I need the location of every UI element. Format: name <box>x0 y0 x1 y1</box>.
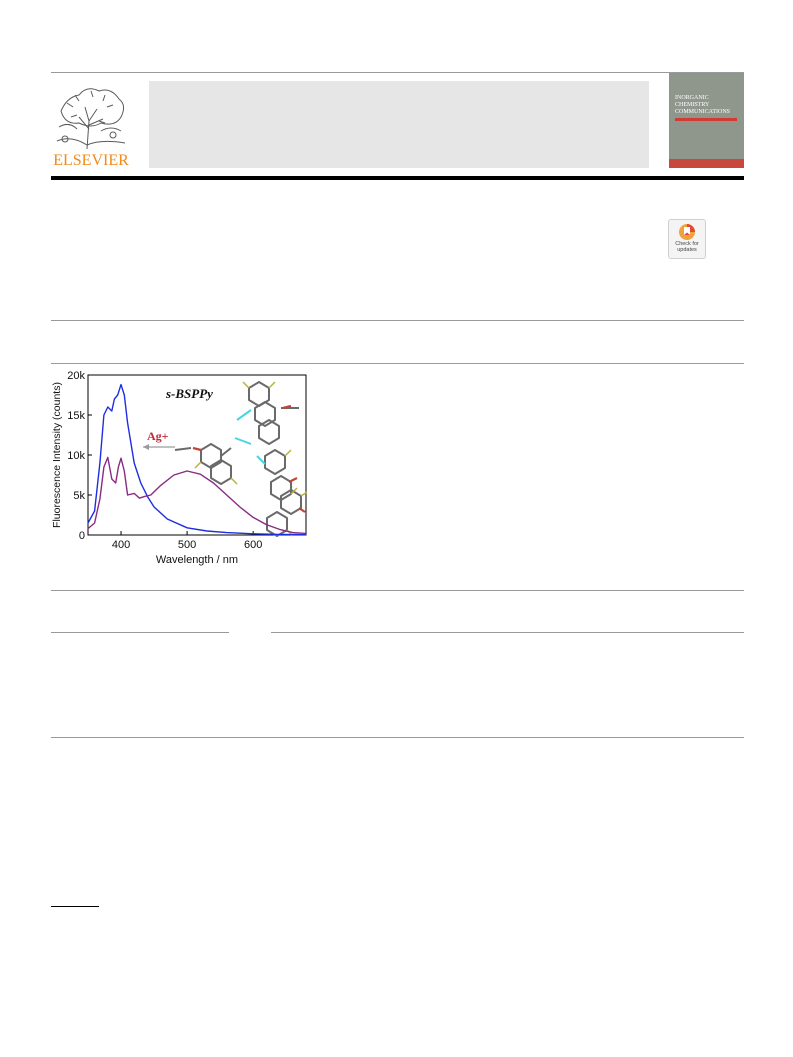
tree-logo-icon <box>51 81 131 151</box>
x-tick-label: 600 <box>243 539 263 551</box>
section-rule <box>51 590 744 591</box>
keywords-rule-right <box>271 632 744 633</box>
keywords-rule-left <box>51 632 229 633</box>
x-tick-label: 400 <box>111 539 131 551</box>
y-tick-label: 0 <box>78 530 85 542</box>
x-tick-label: 500 <box>177 539 197 551</box>
check-for-updates-button[interactable] <box>668 219 706 259</box>
x-axis-label: Wavelength / nm <box>155 554 239 566</box>
check-for-updates-icon <box>669 222 705 242</box>
cover-title-line: INORGANIC <box>675 95 709 101</box>
cover-accent-stripe <box>675 118 737 121</box>
chart-title: s-BSPPy <box>166 386 213 401</box>
journal-masthead-band <box>149 81 649 168</box>
check-updates-label: Check for <box>675 241 699 247</box>
ag-annotation: Ag+ <box>147 429 169 443</box>
header-top-rule <box>51 72 744 73</box>
y-tick-label: 15k <box>67 410 85 422</box>
footnote-rule <box>51 906 99 907</box>
y-tick-label: 5k <box>73 490 85 502</box>
header-bottom-rule <box>51 176 744 180</box>
cover-title-line: CHEMISTRY <box>675 102 710 108</box>
publisher-wordmark: ELSEVIER <box>53 152 129 169</box>
cover-title-line: COMMUNICATIONS <box>675 109 731 115</box>
section-rule <box>51 320 744 321</box>
check-updates-label: updates <box>677 247 697 253</box>
graphical-abstract-chart <box>51 368 311 568</box>
y-tick-label: 10k <box>67 450 85 462</box>
journal-cover-thumbnail[interactable] <box>669 73 744 168</box>
section-rule <box>51 363 744 364</box>
publisher-logo[interactable] <box>51 81 131 169</box>
y-tick-label: 20k <box>67 370 85 382</box>
y-axis-label: Fluorescence Intensity (counts) <box>51 382 63 528</box>
section-rule <box>51 737 744 738</box>
cover-bottom-band <box>669 159 744 168</box>
